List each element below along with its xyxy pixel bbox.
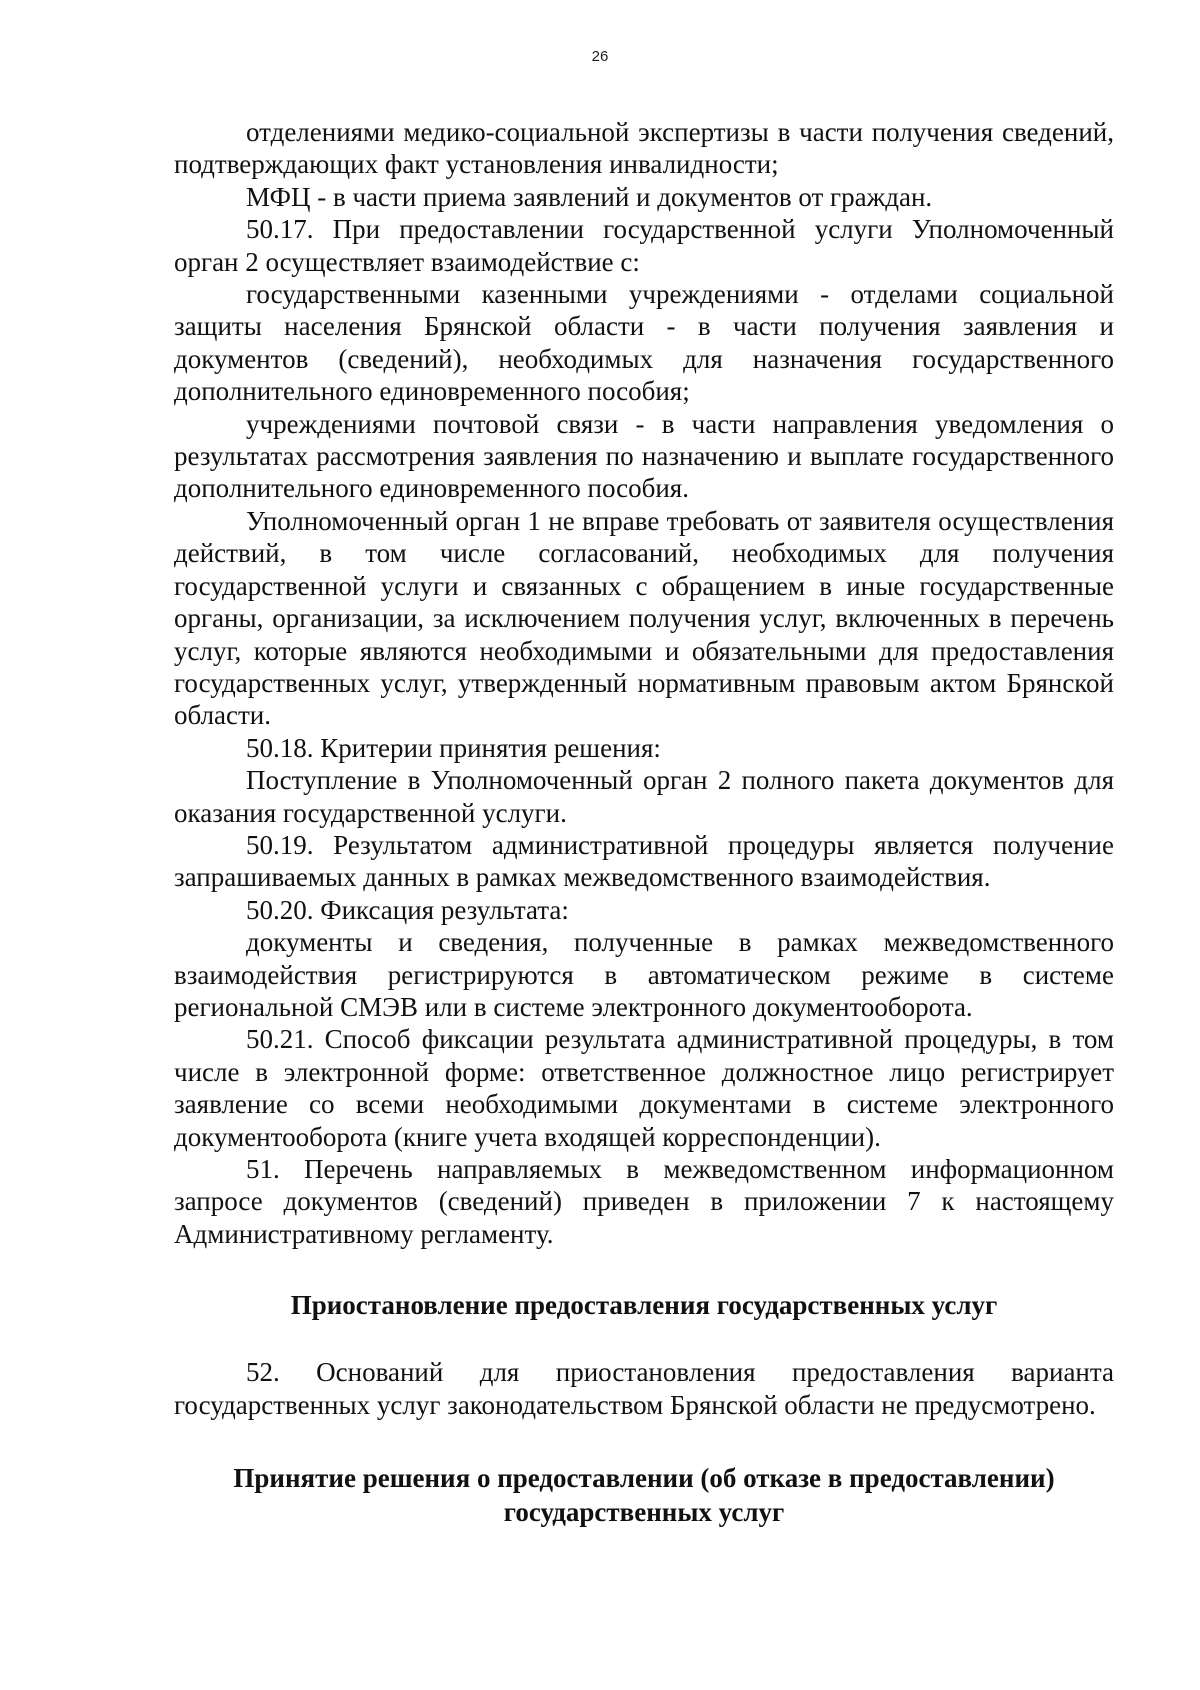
paragraph: 51. Перечень направляемых в межведомственном информационном запросе документов (сведений) приведен в приложении 7 к настоящему Административному регламенту. bbox=[174, 1154, 1114, 1249]
document-body bbox=[174, 116, 1114, 1529]
page-number: 26 bbox=[591, 48, 609, 65]
paragraph: учреждениями почтовой связи - в части направления уведомления о результатах рассмотрения заявления по назначению и выплате государственного дополнительного единовременного пособия. bbox=[174, 408, 1114, 504]
paragraph: МФЦ - в части приема заявлений и документов от граждан. bbox=[246, 181, 933, 212]
paragraph: 50.21. Способ фиксации результата административной процедуры, в том числе в электронной форме: ответственное должностное лицо регистрирует заявление со всеми необходимыми документами в системе электронного документооборота (книге учета входящей корреспонденции). bbox=[174, 1024, 1114, 1152]
paragraph: государственными казенными учреждениями - отделами социальной защиты населения Брянской области - в части получения заявления и документов (сведений), необходимых для назначения государственного дополнительного единовременного пособия; bbox=[174, 279, 1114, 407]
paragraph: 50.17. При предоставлении государственной услуги Уполномоченный орган 2 осуществляет взаимодействие с: bbox=[174, 214, 1114, 277]
section-heading-suspension: Приостановление предоставления государственных услуг bbox=[290, 1290, 998, 1321]
section-heading-decision-line2: государственных услуг bbox=[503, 1497, 785, 1528]
paragraph: 50.19. Результатом административной процедуры является получение запрашиваемых данных в рамках межведомственного взаимодействия. bbox=[174, 829, 1114, 893]
paragraph: документы и сведения, полученные в рамках межведомственного взаимодействия регистрируются в автоматическом режиме в системе региональной СМЭВ или в системе электронного документооборота. bbox=[174, 927, 1114, 1022]
paragraph: Уполномоченный орган 1 не вправе требовать от заявителя осуществления действий, в том числе согласований, необходимых для получения государственной услуги и связанных с обращением в иные государственные органы, организации, за исключением получения услуг, включенных в перечень услуг, которые являются необходимыми и обязательными для предоставления государственных услуг, утвержденный нормативным правовым актом Брянской области. bbox=[174, 505, 1114, 731]
paragraph: Поступление в Уполномоченный орган 2 полного пакета документов для оказания государственной услуги. bbox=[174, 765, 1114, 828]
paragraph: 50.18. Критерии принятия решения: bbox=[246, 732, 661, 763]
section-heading-decision bbox=[174, 1461, 1114, 1529]
paragraph: 50.20. Фиксация результата: bbox=[246, 894, 569, 925]
paragraph: отделениями медико-социальной экспертизы в части получения сведений, подтверждающих факт установления инвалидности; bbox=[174, 117, 1114, 180]
section-heading-decision-line1: Принятие решения о предоставлении (об отказе в предоставлении) bbox=[233, 1463, 1055, 1494]
paragraph: 52. Оснований для приостановления предоставления варианта государственных услуг законодательством Брянской области не предусмотрено. bbox=[174, 1357, 1114, 1420]
